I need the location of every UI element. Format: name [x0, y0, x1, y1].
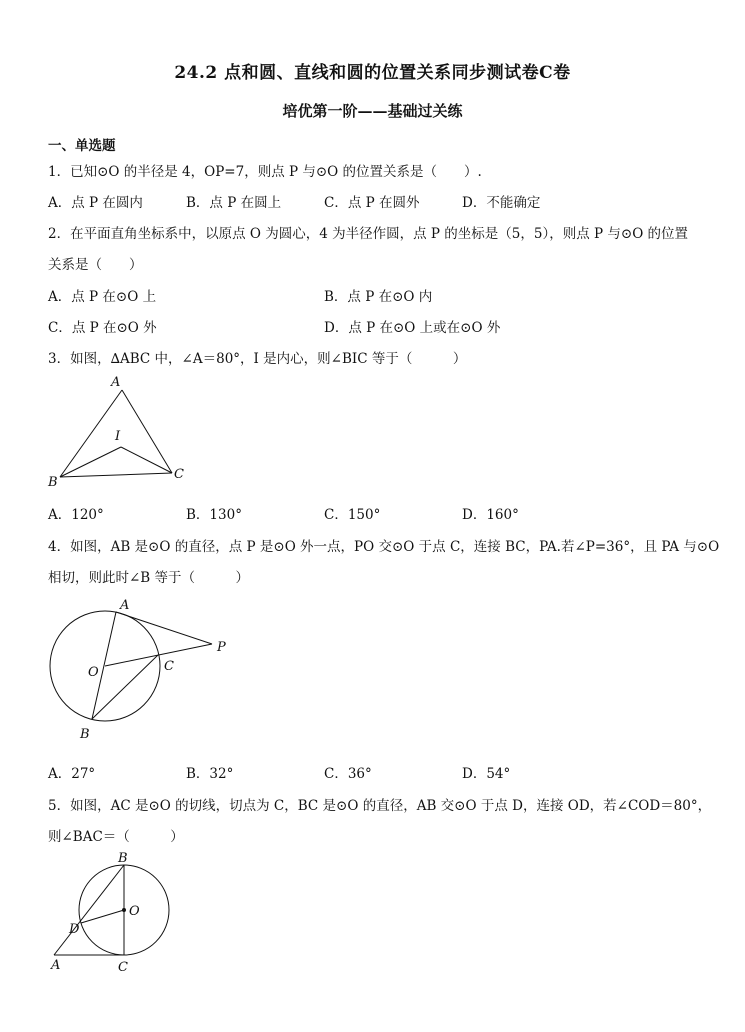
q5-circle-figure [40, 848, 190, 978]
q3-option-a: A．120° [48, 507, 104, 523]
q2-option-c: C．点 P 在⊙O 外 [48, 320, 157, 336]
q2-option-a: A．点 P 在⊙O 上 [48, 289, 157, 305]
q1-option-a: A．点 P 在圆内 [48, 195, 143, 211]
q2-option-b: B．点 P 在⊙O 内 [324, 289, 433, 305]
page-subtitle: 培优第一阶——基础过关练 [282, 102, 463, 120]
q4-label-p: P [217, 640, 226, 655]
q3-triangle-figure [40, 370, 200, 495]
q5-label-o: O [129, 904, 140, 919]
q4-tangent-pa [116, 612, 212, 644]
q3-segment-bi [60, 447, 121, 477]
q3-label-a: A [111, 375, 121, 390]
q5-label-b: B [118, 851, 128, 866]
q1-stem: 1．已知⊙O 的半径是 4，OP=7，则点 P 与⊙O 的位置关系是（ ）. [48, 164, 482, 180]
q3-option-d: D．160° [462, 507, 519, 523]
q5-label-a: A [51, 958, 61, 973]
q4-label-a: A [120, 598, 130, 613]
q4-circle-figure [40, 592, 240, 747]
q4-line-po [105, 644, 212, 666]
q5-label-d: D [69, 922, 80, 937]
page-title: 24.2 点和圆、直线和圆的位置关系同步测试卷C卷 [174, 63, 571, 83]
q4-chord-bc [92, 655, 158, 719]
q5-center-dot [122, 908, 126, 912]
q5-line-ab [54, 865, 124, 955]
q1-option-b: B．点 P 在圆上 [186, 195, 282, 211]
q2-stem-line2: 关系是（ ） [48, 257, 143, 273]
q1-option-d: D．不能确定 [462, 195, 541, 211]
q4-option-a: A．27° [48, 766, 96, 782]
q3-side-ab [60, 390, 122, 477]
q3-label-b: B [48, 475, 58, 490]
q3-label-c: C [174, 467, 184, 482]
q2-stem-line1: 2．在平面直角坐标系中，以原点 O 为圆心，4 为半径作圆，点 P 的坐标是（5，5），则点 P 与⊙O 的位置 [48, 226, 689, 242]
q1-option-c: C．点 P 在圆外 [324, 195, 420, 211]
q4-option-d: D．54° [462, 766, 511, 782]
q5-stem-line1: 5．如图，AC 是⊙O 的切线，切点为 C，BC 是⊙O 的直径，AB 交⊙O 于点 D，连接 OD，若∠COD＝80°， [48, 798, 712, 814]
section-heading: 一、单选题 [48, 138, 116, 154]
q3-stem: 3．如图，∆ABC 中，∠A＝80°，I 是内心，则∠BIC 等于（ ） [48, 351, 467, 367]
q4-option-b: B．32° [186, 766, 234, 782]
q4-label-c: C [164, 659, 174, 674]
q3-label-i: I [115, 429, 121, 444]
q3-side-bc [60, 473, 172, 477]
q5-stem-line2: 则∠BAC＝（ ） [48, 829, 184, 845]
q4-label-b: B [80, 727, 90, 742]
q4-stem-line2: 相切，则此时∠B 等于（ ） [48, 570, 250, 586]
q3-option-c: C．150° [324, 507, 381, 523]
q4-option-c: C．36° [324, 766, 372, 782]
q3-option-b: B．130° [186, 507, 242, 523]
q4-stem-line1: 4．如图，AB 是⊙O 的直径，点 P 是⊙O 外一点，PO 交⊙O 于点 C，连接 BC，PA.若∠P=36°，且 PA 与⊙O [48, 539, 720, 555]
q5-label-c: C [118, 960, 128, 975]
q2-option-d: D．点 P 在⊙O 上或在⊙O 外 [324, 320, 501, 336]
q4-label-o: O [88, 665, 99, 680]
